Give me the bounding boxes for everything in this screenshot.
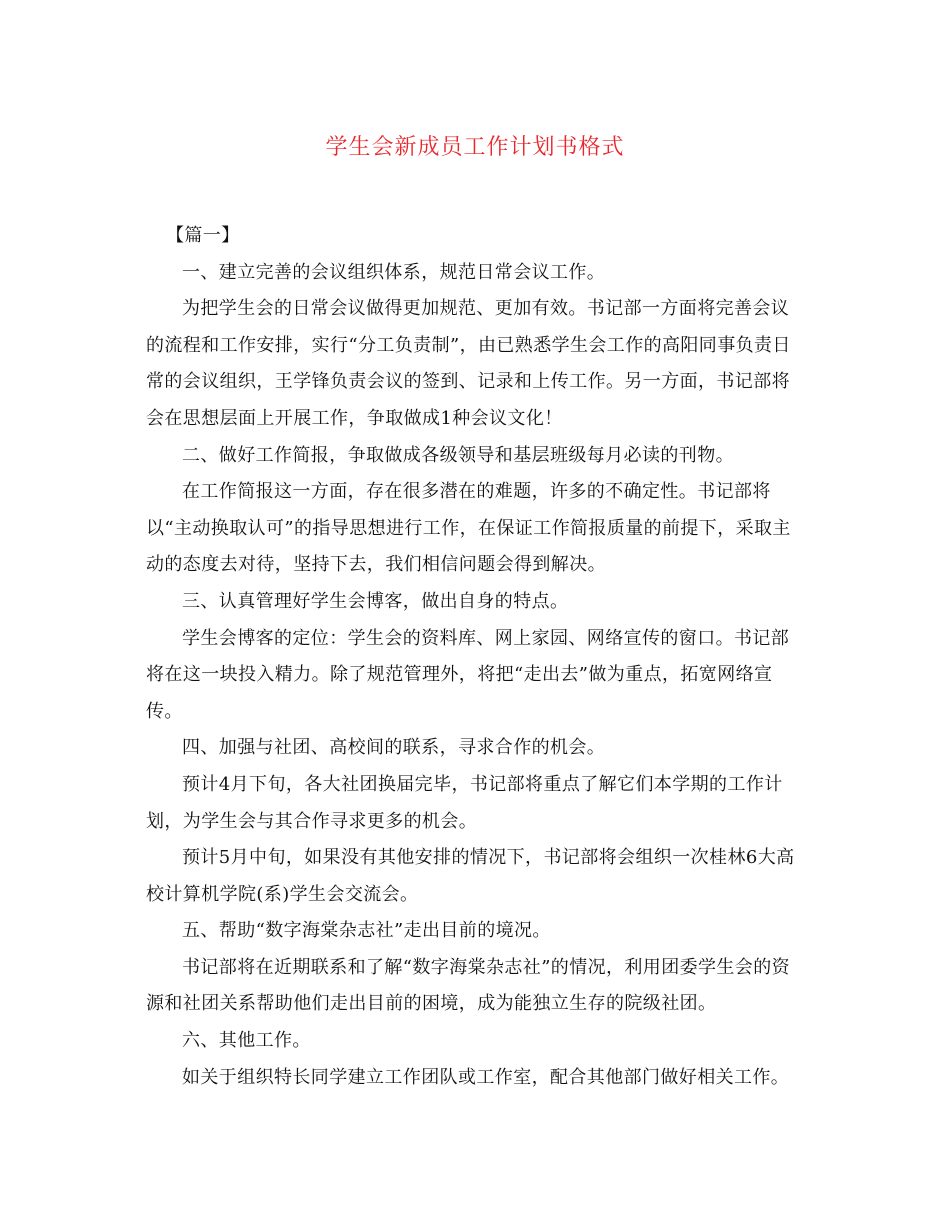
heading-5: 五、帮助“数字海棠杂志社”走出目前的境况。 [182, 920, 551, 942]
heading-6: 六、其他工作。 [182, 1030, 311, 1052]
heading-2: 二、做好工作简报，争取做成各级领导和基层班级每月必读的刊物。 [182, 444, 734, 466]
paragraph-6: 如关于组织特长同学建立工作团队或工作室，配合其他部门做好相关工作。 [182, 1066, 790, 1088]
heading-3: 三、认真管理好学生会博客，做出自身的特点。 [182, 590, 569, 612]
paragraph-3: 学生会博客的定位：学生会的资料库、网上家园、网络宣传的窗口。书记部将在这一块投入精力。除了规范管理外，将把“走出去”做为重点，拓宽网络宣传。 [146, 627, 790, 722]
section-marker: 【篇一】 [166, 225, 240, 246]
document-body [146, 218, 798, 1096]
paragraph-4b: 预计5月中旬，如果没有其他安排的情况下，书记部将会组织一次桂林6大高校计算机学院(系)学生会交流会。 [146, 847, 795, 905]
paragraph-1: 为把学生会的日常会议做得更加规范、更加有效。书记部一方面将完善会议的流程和工作安排，实行“分工负责制”，由已熟悉学生会工作的高阳同事负责日常的会议组织，王学锋负责会议的签到、记录和上传工作。另一方面，书记部将会在思想层面上开展工作，争取做成1种会议文化！ [146, 298, 791, 429]
document-title: 学生会新成员工作计划书格式 [325, 135, 625, 160]
heading-1: 一、建立完善的会议组织体系，规范日常会议工作。 [182, 261, 606, 283]
paragraph-5: 书记部将在近期联系和了解“数字海棠杂志社”的情况，利用团委学生会的资源和社团关系帮助他们走出目前的困境，成为能独立生存的院级社团。 [146, 956, 791, 1015]
paragraph-4a: 预计4月下旬，各大社团换届完毕，书记部将重点了解它们本学期的工作计划，为学生会与其合作寻求更多的机会。 [146, 773, 783, 832]
heading-4: 四、加强与社团、高校间的联系，寻求合作的机会。 [182, 737, 606, 759]
paragraph-2: 在工作简报这一方面，存在很多潜在的难题，许多的不确定性。书记部将以“主动换取认可”的指导思想进行工作，在保证工作简报质量的前提下，采取主动的态度去对待，坚持下去，我们相信问题会得到解决。 [146, 481, 791, 576]
